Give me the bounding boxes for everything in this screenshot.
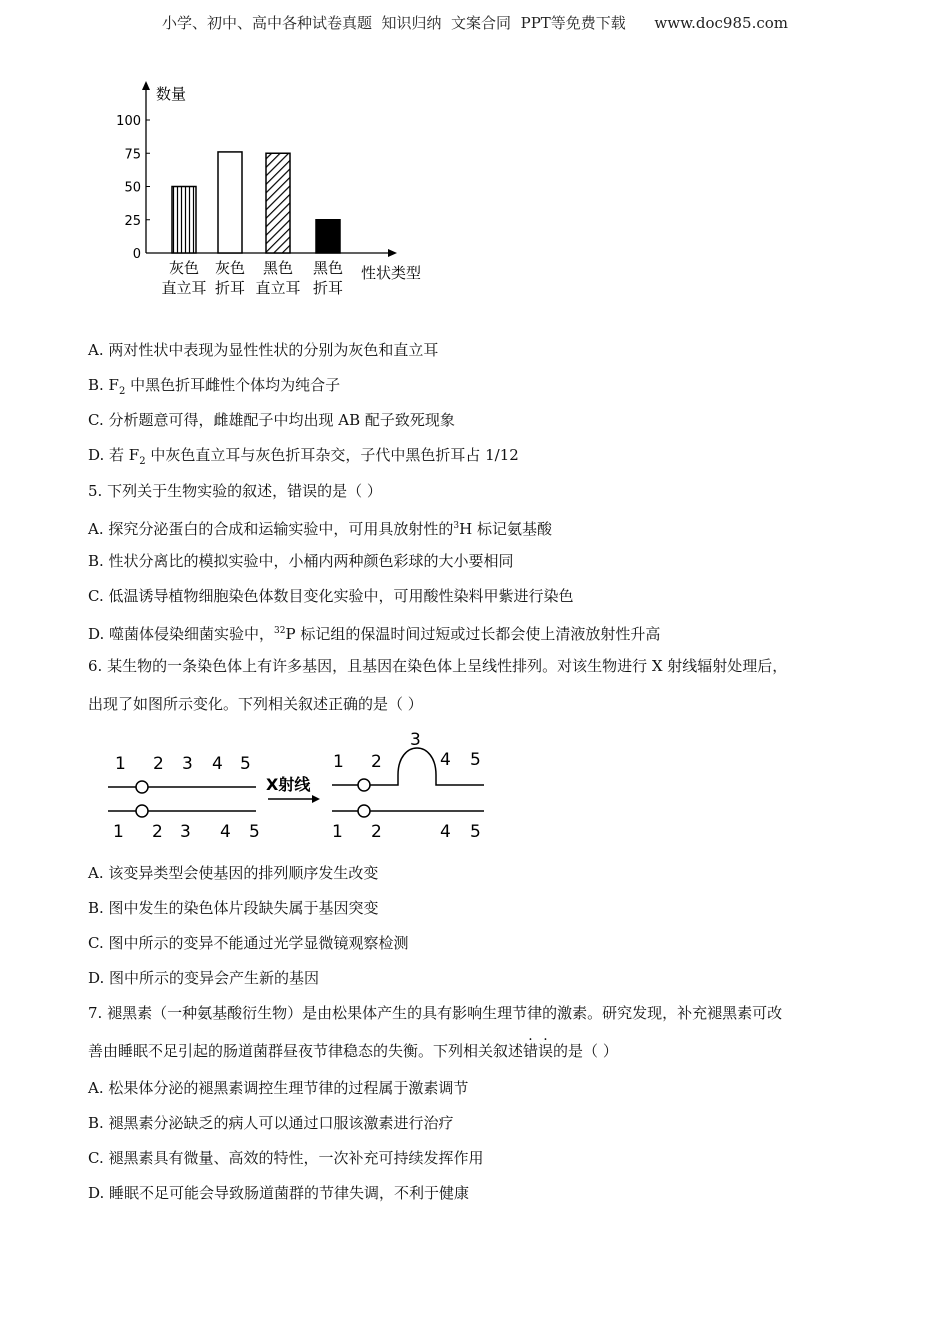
right-bottom-gene-1: 1: [332, 822, 343, 842]
right-centromere-bottom: [358, 805, 370, 817]
x-category-label-line2: 直立耳: [255, 279, 301, 297]
left-bottom-gene-1: 1: [113, 822, 124, 842]
left-top-gene-5: 5: [240, 754, 251, 774]
x-axis-arrow: [388, 249, 397, 257]
x-category-label-line2: 折耳: [214, 279, 246, 297]
q4-option-a: A. 两对性状中表现为显性性状的分别为灰色和直立耳: [88, 341, 439, 359]
y-axis-arrow: [142, 81, 150, 90]
emphasis-char: 错: [523, 1042, 539, 1060]
bar-2: [218, 152, 242, 253]
q6-stem-line1: 6. 某生物的一条染色体上有许多基因，且基因在染色体上呈线性排列。对该生物进行 X 射线辐射处理后，: [88, 657, 788, 675]
x-category-label-line1: 黑色: [262, 259, 294, 277]
y-tick-label: 75: [124, 147, 141, 163]
q7-option-a: A. 松果体分泌的褪黑素调控生理节律的过程属于激素调节: [88, 1079, 469, 1097]
right-chromosome-top: [332, 748, 484, 785]
left-top-gene-1: 1: [115, 754, 126, 774]
right-bottom-gene-2: 2: [371, 822, 382, 842]
page-header: 小学、初中、高中各种试卷真题 知识归纳 文案合同 PPT等免费下载 www.doc985.com: [161, 14, 788, 32]
x-axis-label: 性状类型: [361, 264, 422, 282]
q5-option-a: A. 探究分泌蛋白的合成和运输实验中，可用具放射性的$^3$H 标记氨基酸: [88, 520, 552, 538]
q5-option-c: C. 低温诱导植物细胞染色体数目变化实验中，可用酸性染料甲紫进行染色: [88, 587, 574, 605]
x-category-label-line2: 直立耳: [161, 279, 207, 297]
right-top-gene-3: 3: [410, 730, 421, 750]
q6-option-b: B. 图中发生的染色体片段缺失属于基因突变: [88, 899, 379, 917]
q4-option-c: C. 分析题意可得，雌雄配子中均出现 AB 配子致死现象: [88, 411, 455, 429]
q4-option-b: B. $F_2$ 中黑色折耳雌性个体均为纯合子: [88, 376, 341, 397]
bar-3: [266, 153, 290, 253]
right-top-gene-1: 1: [333, 752, 344, 772]
right-centromere-top: [358, 779, 370, 791]
q7-stem-line1: 7. 褪黑素（一种氨基酸衍生物）是由松果体产生的具有影响生理节律的激素。研究发现，补充褪黑素可改: [88, 1004, 783, 1022]
y-tick-label: 0: [132, 247, 141, 262]
x-category-label-line2: 折耳: [312, 279, 344, 297]
q6-option-a: A. 该变异类型会使基因的排列顺序发生改变: [88, 864, 379, 882]
right-top-gene-2: 2: [371, 752, 382, 772]
left-bottom-gene-5: 5: [249, 822, 260, 842]
left-top-gene-4: 4: [212, 754, 223, 774]
left-top-gene-2: 2: [153, 754, 164, 774]
chromosome-diagram: [100, 727, 500, 847]
q5-option-b: B. 性状分离比的模拟实验中，小桶内两种颜色彩球的大小要相同: [88, 552, 514, 570]
x-category-label-line1: 灰色: [214, 259, 246, 277]
bar-1: [172, 187, 196, 254]
right-bottom-gene-5: 5: [470, 822, 481, 842]
bar-chart: [100, 78, 440, 308]
q5-stem: 5. 下列关于生物实验的叙述，错误的是（ ）: [88, 482, 382, 500]
x-ray-label: X射线: [266, 775, 311, 794]
left-centromere-bottom: [136, 805, 148, 817]
q6-option-d: D. 图中所示的变异会产生新的基因: [88, 969, 320, 987]
right-top-gene-4: 4: [440, 750, 451, 770]
emphasis-char: 误: [538, 1042, 554, 1060]
left-top-gene-3: 3: [182, 754, 193, 774]
right-bottom-gene-4: 4: [440, 822, 451, 842]
x-ray-arrowhead: [312, 795, 320, 803]
left-bottom-gene-3: 3: [180, 822, 191, 842]
q6-stem-line2: 出现了如图所示变化。下列相关叙述正确的是（ ）: [88, 695, 423, 713]
right-top-gene-5: 5: [470, 750, 481, 770]
bar-4: [316, 220, 340, 253]
q7-option-c: C. 褪黑素具有微量、高效的特性，一次补充可持续发挥作用: [88, 1149, 484, 1167]
q7-option-b: B. 褪黑素分泌缺乏的病人可以通过口服该激素进行治疗: [88, 1114, 454, 1132]
y-tick-label: 100: [116, 114, 141, 129]
q4-option-d: D. 若 $F_2$ 中灰色直立耳与灰色折耳杂交，子代中黑色折耳占 1/12: [88, 446, 519, 467]
left-bottom-gene-4: 4: [220, 822, 231, 842]
left-centromere-top: [136, 781, 148, 793]
y-tick-label: 25: [124, 213, 141, 229]
y-axis-label: 数量: [156, 85, 187, 103]
left-bottom-gene-2: 2: [152, 822, 163, 842]
x-category-label-line1: 黑色: [312, 259, 344, 277]
y-tick-label: 50: [124, 180, 141, 196]
q7-stem-line2: 善由睡眠不足引起的肠道菌群昼夜节律稳态的失衡。下列相关叙述错误的是（ ）: [88, 1042, 618, 1060]
emphasized-word: [523, 1042, 553, 1060]
x-category-label-line1: 灰色: [168, 259, 200, 277]
q5-option-d: D. 噬菌体侵染细菌实验中，$^{32}$P 标记组的保温时间过短或过长都会使上清液放射性升高: [88, 625, 661, 643]
q7-option-d: D. 睡眠不足可能会导致肠道菌群的节律失调，不利于健康: [88, 1184, 470, 1202]
q6-option-c: C. 图中所示的变异不能通过光学显微镜观察检测: [88, 934, 409, 952]
